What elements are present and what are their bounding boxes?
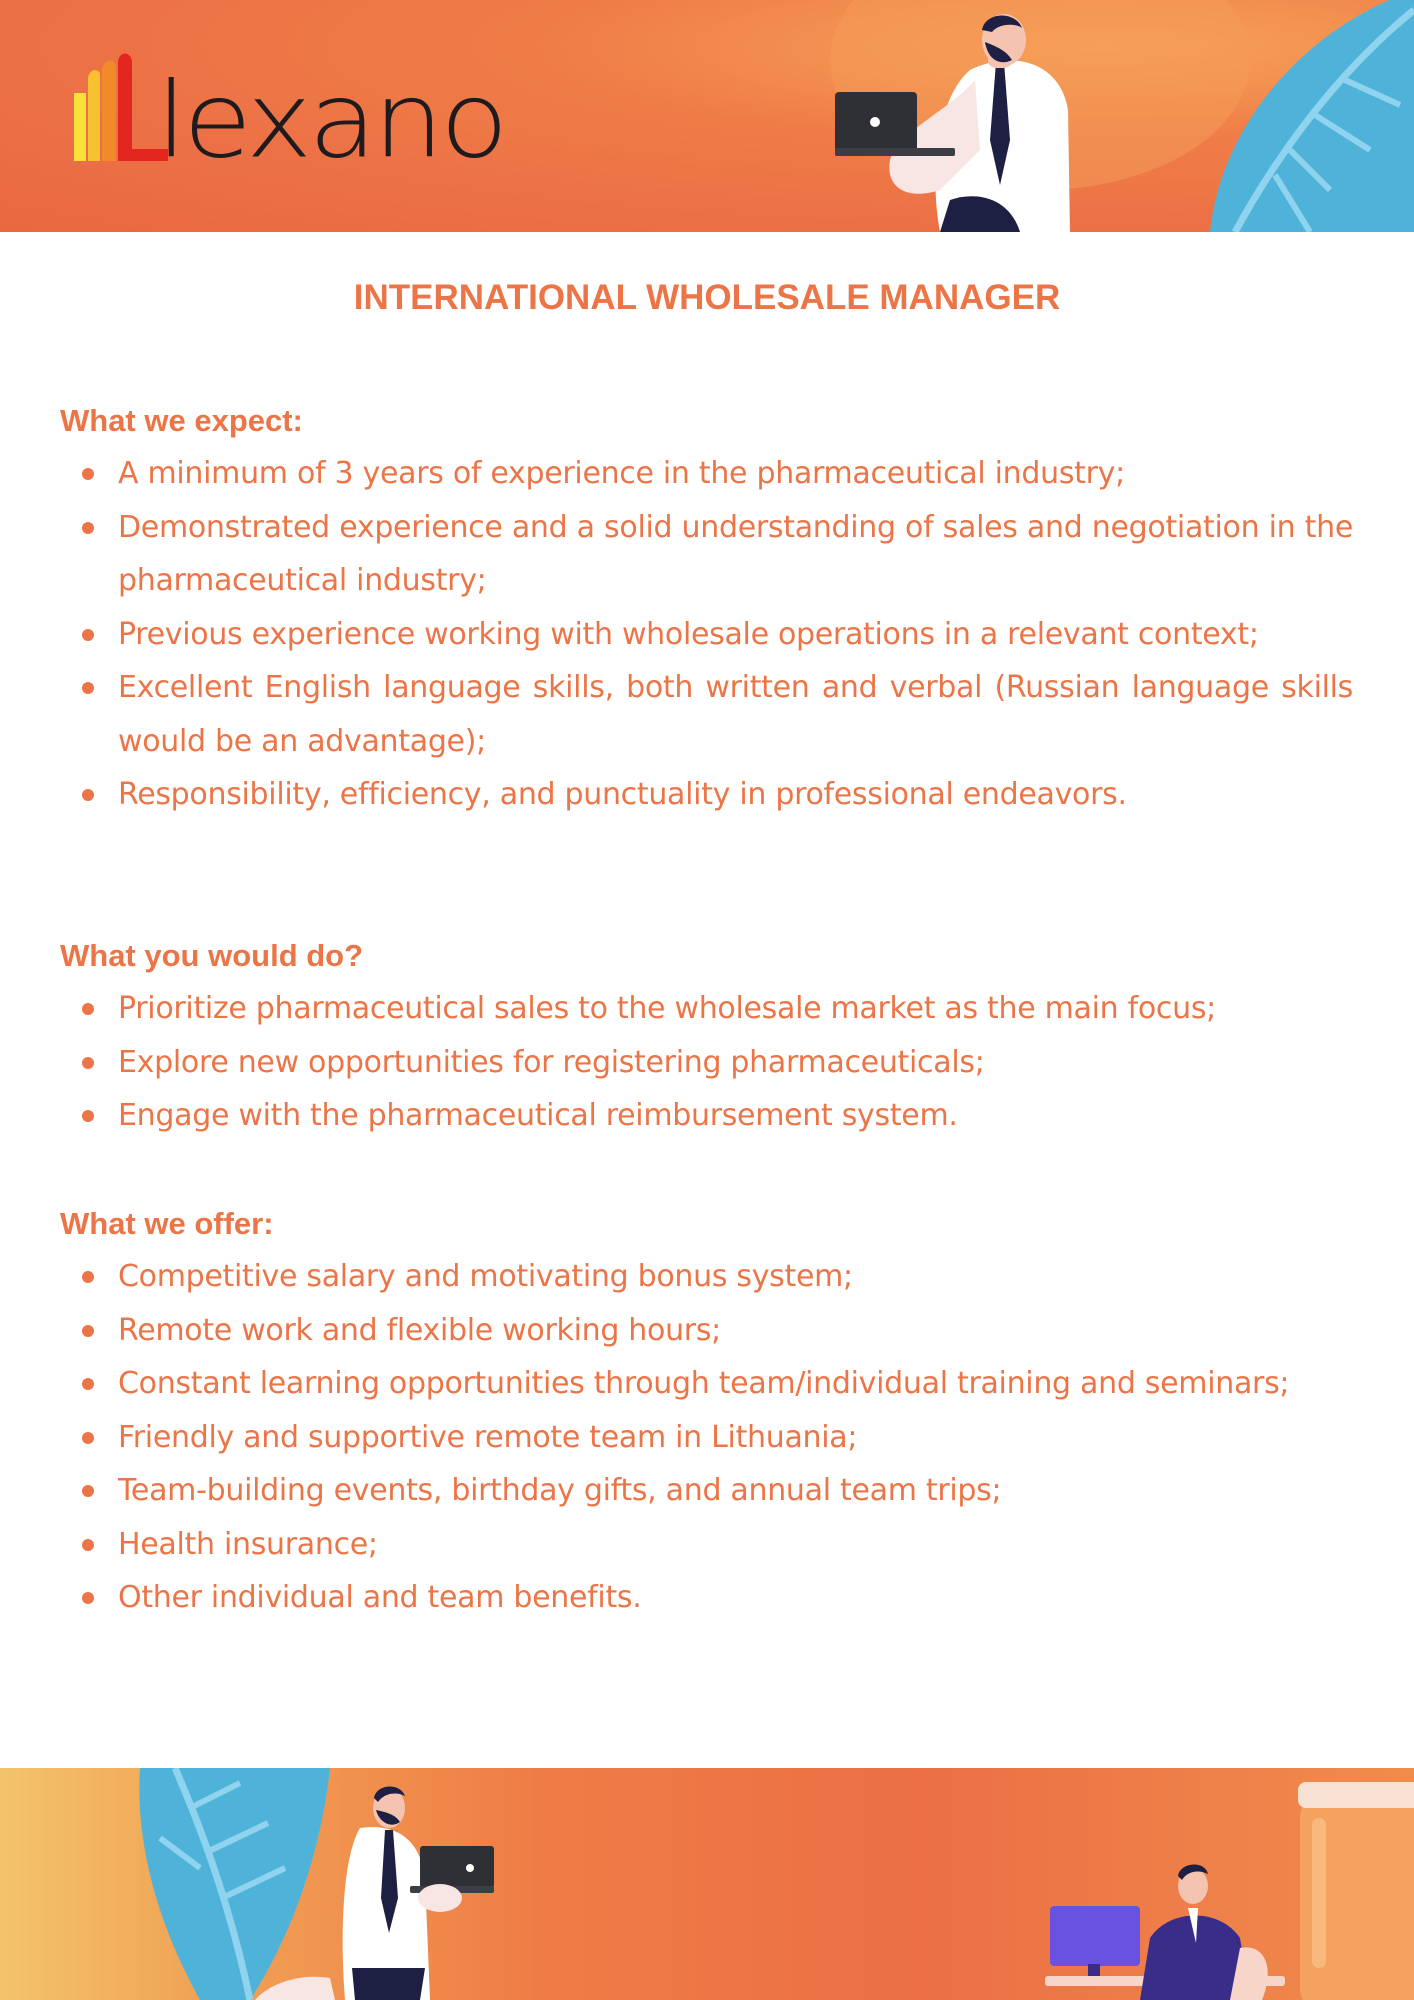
list-item: A minimum of 3 years of experience in the pharmaceutical industry; bbox=[60, 447, 1353, 501]
list-item: Team-building events, birthday gifts, and annual team trips; bbox=[60, 1464, 1353, 1518]
bullet-icon bbox=[82, 1057, 94, 1069]
list-item: Friendly and supportive remote team in Lithuania; bbox=[60, 1411, 1353, 1465]
list-item: Engage with the pharmaceutical reimbursement system. bbox=[60, 1089, 1353, 1143]
expectations-list bbox=[60, 447, 1353, 822]
footer-illustration bbox=[0, 1768, 1414, 2000]
list-item: Health insurance; bbox=[60, 1518, 1353, 1572]
section-heading: What we expect: bbox=[60, 403, 303, 438]
section-responsibilities bbox=[60, 929, 1353, 1143]
job-title: INTERNATIONAL WHOLESALE MANAGER bbox=[353, 278, 1061, 317]
list-item: Other individual and team benefits. bbox=[60, 1571, 1353, 1625]
bullet-icon bbox=[82, 1271, 94, 1283]
bullet-icon bbox=[82, 1003, 94, 1015]
bullet-icon bbox=[82, 1592, 94, 1604]
leaf-illustration bbox=[139, 1768, 330, 2000]
footer-banner bbox=[0, 1768, 1414, 2000]
list-item: Excellent English language skills, both written and verbal (Russian language skills would be an advantage); bbox=[60, 661, 1353, 768]
section-heading: What we offer: bbox=[60, 1206, 274, 1241]
section-expectations bbox=[60, 394, 1353, 822]
list-item: Prioritize pharmaceutical sales to the wholesale market as the main focus; bbox=[60, 982, 1353, 1036]
bullet-icon bbox=[82, 789, 94, 801]
bullet-icon bbox=[82, 1485, 94, 1497]
bullet-icon bbox=[82, 682, 94, 694]
logo-mark-icon bbox=[70, 53, 170, 165]
bullet-icon bbox=[82, 1539, 94, 1551]
man-with-laptop-illustration bbox=[343, 1786, 494, 2000]
list-item: Previous experience working with wholesale operations in a relevant context; bbox=[60, 608, 1353, 662]
bullet-icon bbox=[82, 629, 94, 641]
bullet-icon bbox=[82, 468, 94, 480]
offer-list bbox=[60, 1250, 1353, 1625]
logo-wordmark: lexano bbox=[156, 60, 505, 182]
bullet-icon bbox=[82, 1432, 94, 1444]
list-item: Constant learning opportunities through team/individual training and seminars; bbox=[60, 1357, 1353, 1411]
bullet-icon bbox=[82, 1325, 94, 1337]
lexano-logo bbox=[70, 50, 505, 182]
bullet-icon bbox=[82, 1378, 94, 1390]
bullet-icon bbox=[82, 522, 94, 534]
responsibilities-list bbox=[60, 982, 1353, 1143]
list-item: Competitive salary and motivating bonus system; bbox=[60, 1250, 1353, 1304]
list-item: Demonstrated experience and a solid understanding of sales and negotiation in the pharmaceutical industry; bbox=[60, 501, 1353, 608]
list-item: Remote work and flexible working hours; bbox=[60, 1304, 1353, 1358]
section-offer bbox=[60, 1197, 1353, 1625]
section-heading: What you would do? bbox=[60, 938, 364, 973]
list-item: Responsibility, efficiency, and punctuality in professional endeavors. bbox=[60, 768, 1353, 822]
header-banner bbox=[0, 0, 1414, 232]
list-item: Explore new opportunities for registering pharmaceuticals; bbox=[60, 1036, 1353, 1090]
jar-illustration bbox=[1298, 1782, 1414, 2000]
bullet-icon bbox=[82, 1110, 94, 1122]
man-at-computer-illustration bbox=[1045, 1864, 1285, 2000]
